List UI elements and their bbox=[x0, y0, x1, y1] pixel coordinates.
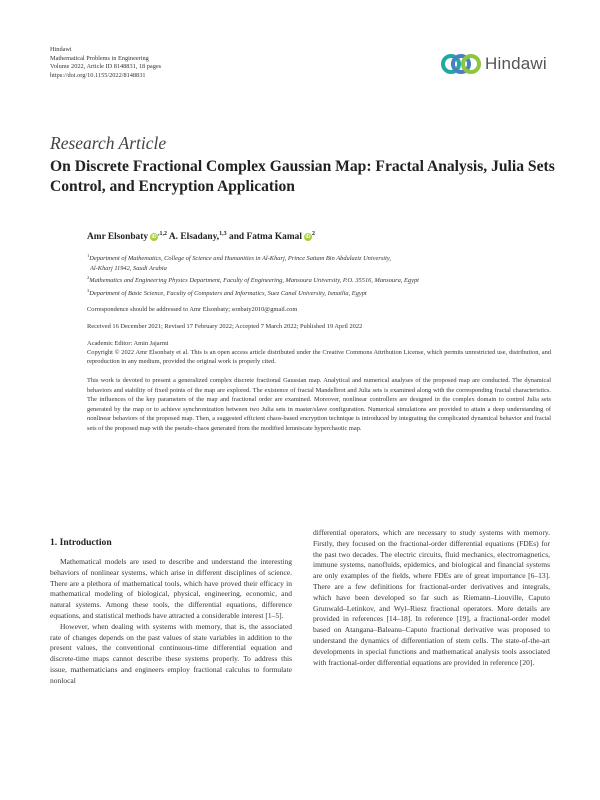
affiliation-continuation: Al-Kharj 11942, Saudi Arabia bbox=[90, 264, 167, 272]
hindawi-rings-icon bbox=[440, 52, 482, 76]
publisher-name: Hindawi bbox=[50, 46, 72, 53]
body-column-right bbox=[313, 528, 550, 668]
author-name: Fatma Kamal bbox=[246, 232, 302, 243]
body-paragraph: differential operators, which are necessary to study systems with memory. Firstly, they focused on the fractional-order differential equations (FDEs) for the past two decades. The electric circuits, fluid mechanics, electromagnetics, immune systems, nanofluids, epidemics, and biological and financial systems are only examples of the fields, where FDEs are of great importance [6–13]. There are a few definitions for fractional-order derivatives and integrals, which have been developed so far such as Riemann–Liouville, Caputo Grunwald–Letinkov, and Wyl–Riesz fractional operators. More details are provided in references [14–18]. In reference [19], a fractional-order model based on Atangana–Baleanu–Caputo fractional derivative was proposed to understand the dynamics of differentiation of stem cells. The state-of-the-art developments in special functions and mathematical analysis tools associated with fractional-order differential equations are provided in reference [20]. bbox=[313, 528, 550, 667]
article-type: Research Article bbox=[50, 133, 167, 153]
article-dates: Received 16 December 2021; Revised 17 February 2022; Accepted 7 March 2022; Published 19 April 2022 bbox=[87, 323, 363, 330]
author-affil-sup: 1,3 bbox=[219, 231, 227, 237]
volume-info: Volume 2022, Article ID 8148831, 18 pages bbox=[50, 63, 162, 71]
correspondence: Correspondence should be addressed to Amr Elsonbaty; sonbaty2010@gmail.com bbox=[87, 306, 298, 313]
author-affil-sup: ,1,2 bbox=[158, 231, 168, 237]
affiliation-text: Mathematics and Engineering Physics Department, Faculty of Engineering, Mansoura University, P.O. 35516, Mansoura, Egypt bbox=[89, 277, 419, 285]
author-affil-sup: 2 bbox=[311, 231, 315, 237]
paper-title: On Discrete Fractional Complex Gaussian Map: Fractal Analysis, Julia Sets Control, and Encryption Application bbox=[50, 158, 555, 195]
orcid-icon[interactable]: iD bbox=[151, 234, 157, 241]
affiliation-sup: 1 bbox=[87, 253, 90, 258]
author-list bbox=[87, 231, 315, 242]
author-name: A. Elsadany, bbox=[168, 232, 220, 243]
author-name: Amr Elsonbaty bbox=[87, 232, 149, 243]
doi-link[interactable]: https://doi.org/10.1155/2022/8148831 bbox=[50, 71, 146, 79]
abstract-text: This work is devoted to present a generalized complex discrete fractional Gaussian map. Analytical and numerical analyses of the proposed map are conducted. The dynamical behaviors and stability of fixed points of the map are explored. The existence of fractal Mandelbrot and Julia sets is examined along with the corresponding fractal characteristics. The influences of the key parameters of the map and fractional order are examined. Moreover, nonlinear controllers are designed in the complex domain to control Julia sets generated by the map or to achieve synchronization between two Julia sets in master/slave configuration. Numerical simulations are provided to attain a deep understanding of nonlinear behaviors of the proposed map. Then, a suggested efficient chaos-based encryption technique is introduced by integrating the complicated dynamical behavior and fractal sets of the proposed map with the pseudo-chaos generated from the modified lemniscate hyperchaotic map. bbox=[87, 377, 551, 432]
affiliations bbox=[87, 251, 557, 299]
orcid-icon[interactable]: iD bbox=[305, 234, 311, 241]
abstract bbox=[87, 376, 551, 433]
body-paragraph: Mathematical models are used to describe and understand the interesting behaviors of nonlinear systems, which arise in different disciplines of science. There are a plethora of mathematical tools, which have proved their efficacy in mathematical modeling of biological, physical, engineering, economic, and natural systems. Among these tools, the differential equations, difference equations, and statistical methods have attracted a considerable interest [1–5]. bbox=[50, 557, 292, 620]
section-title: Introduction bbox=[59, 537, 112, 548]
affiliation-item bbox=[87, 273, 557, 286]
copyright-notice bbox=[87, 348, 551, 367]
affiliation-sup: 2 bbox=[87, 275, 90, 281]
section-heading bbox=[50, 537, 112, 548]
copyright-text: Copyright © 2022 Amr Elsonbaty et al. This is an open access article distributed under the Creative Commons Attribution License, which permits unrestricted use, distribution, and reproduction in any medium, provided the original work is properly cited. bbox=[87, 349, 551, 366]
section-number: 1. bbox=[50, 537, 58, 548]
affiliation-text: Department of Mathematics, College of Science and Humanities in Al-Kharj, Prince Sattam Bin Abdulaziz University, bbox=[89, 255, 391, 263]
hindawi-logo[interactable] bbox=[440, 52, 547, 76]
journal-name: Mathematical Problems in Engineering bbox=[50, 54, 149, 62]
author-separator: and bbox=[226, 232, 247, 243]
affiliation-sup: 3 bbox=[87, 288, 90, 294]
body-paragraph: However, when dealing with systems with memory, that is, the associated rate of changes depends on the past values of state variables in addition to the present values, the conventional continuous-time differential equation and discrete-time maps cannot describe these systems properly. To address this issue, mathematicians and engineers employ fractional calculus to formulate nonlocal bbox=[50, 621, 292, 685]
affiliation-item bbox=[87, 251, 557, 264]
body-column-left bbox=[50, 557, 292, 687]
logo-text: Hindawi bbox=[485, 54, 547, 73]
academic-editor: Academic Editor: Amin Jajarmi bbox=[87, 340, 169, 347]
affiliation-item bbox=[87, 286, 557, 299]
affiliation-text: Department of Basic Science, Faculty of Computers and Informatics, Suez Canal University, Ismailia, Egypt bbox=[89, 290, 367, 298]
journal-header bbox=[50, 46, 161, 80]
